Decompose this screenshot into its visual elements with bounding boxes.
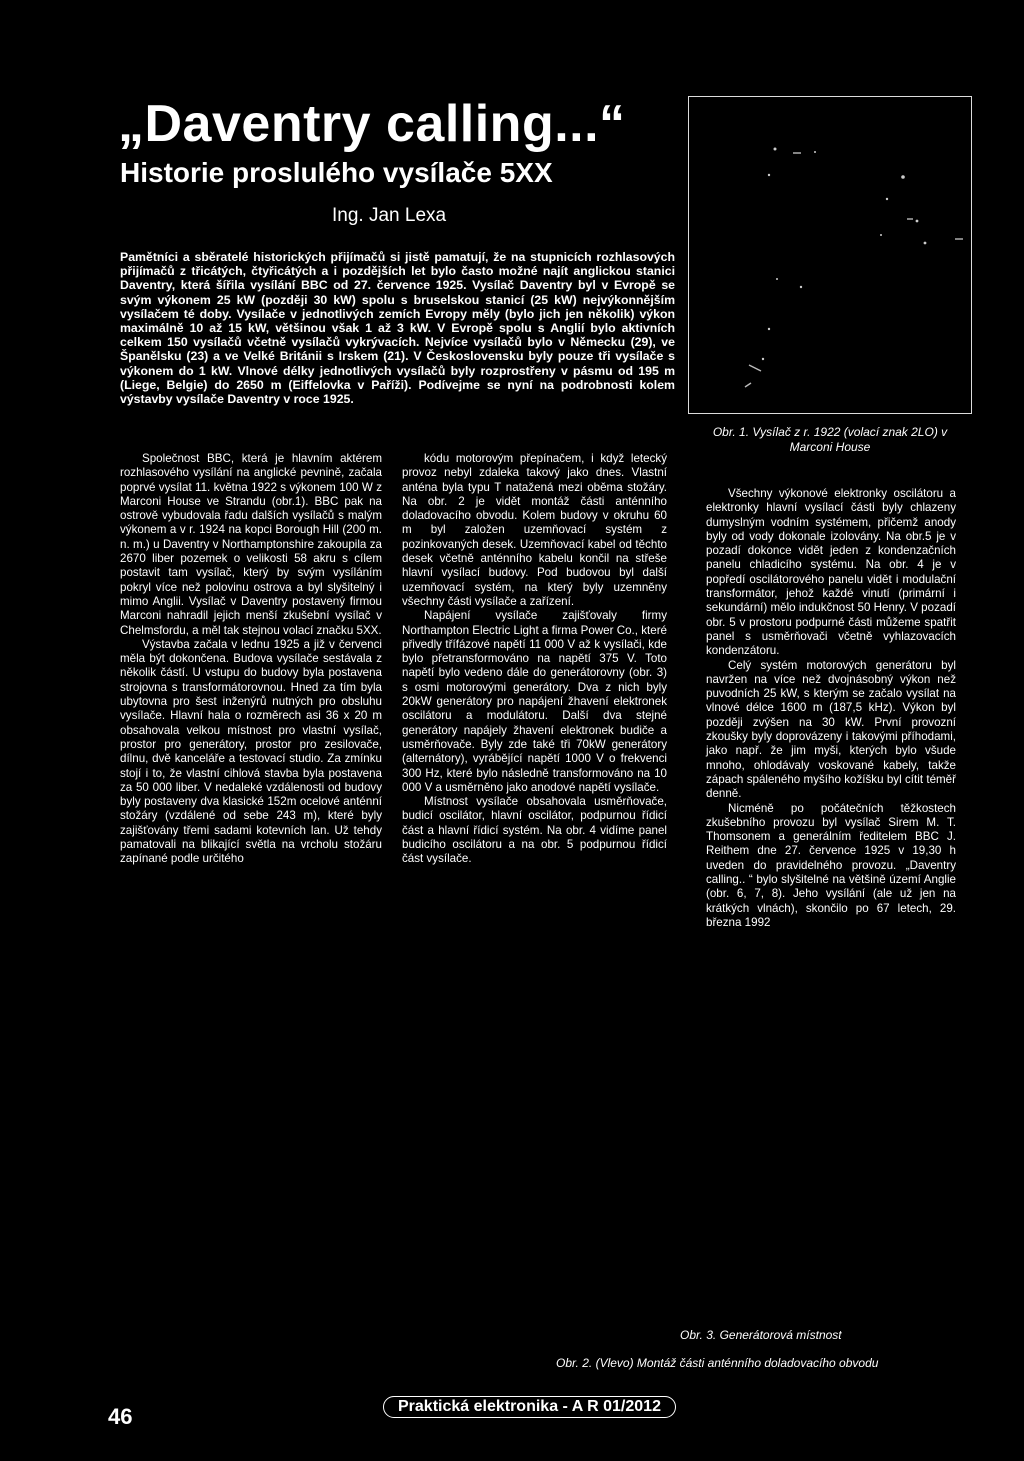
column-3-paragraph-3: Nicméně po počátečních těžkostech zkušebního provozu byl vysílač Sirem M. T. Thomsonem a generálním ředitelem BBC J. Reithem dne 27. července 1925 v 19,30 h uveden do pravidelného provozu. „Daventry calling.. “ bylo slyšitelné na většině území Anglie (obr. 6, 7, 8). Jeho vysílání (ale už jen na krátkých vlnách), skončilo po 67 letech, 29. března 1992: [706, 801, 956, 929]
column-3: [706, 487, 956, 930]
column-1-paragraph-1: Společnost BBC, která je hlavním aktérem rozhlasového vysílání na anglické pevnině, začala poprvé vysílat 11. května 1922 s výkonem 100 W z Marconi House ve Strandu (obr.1). BBC pak na ostrově vybudovala řadu dalších vysílačů s malým výkonem a v r. 1924 na kopci Borough Hill (200 m. n. m.) u Daventry v Northamptonshire zakoupila za 2670 liber pozemek o velikosti 58 akru s cílem postavit tam vysílač, který by svým vysíláním pokryl více než polovinu ostrova a byl slyšitelný i mimo Anglii. Vysílač v Daventry postavený firmou Marconi nahradil jejich menší zkušební vysílač v Chelmsfordu, a měl tak stejnou volací značku 5XX.: [120, 452, 382, 637]
figure-3-caption: Obr. 3. Generátorová místnost: [680, 1328, 842, 1342]
page-number: 46: [108, 1404, 133, 1429]
column-2: [402, 452, 667, 867]
author: Ing. Jan Lexa: [332, 205, 447, 226]
column-2-paragraph-2: Napájení vysílače zajišťovaly firmy Northampton Electric Light a firma Power Co., které přivedly třífázové napětí 11 000 V až k vysílači, kde bylo přetransformováno na napětí 375 V. Toto napětí bylo vedeno dále do generátorovny (obr. 3) s osmi motorovými generátory. Dva z nich byly 20kW generátory pro napájení žhavení elektronek oscilátoru a modulátoru. Další dva stejné generátory napájely žhavení elektronek budiče a usměrňovače. Byly zde také tři 70kW generátory (alternátory), vyrábějící napětí 1000 V o frekvenci 300 Hz, které bylo následně transformováno na 10 000 V a usměrněno jako anodové napětí vysílače.: [402, 609, 667, 794]
column-3-paragraph-1: Všechny výkonové elektronky oscilátoru a elektronky hlavní vysílací části byly chlazeny dumyslným vodním systémem, přičemž anody byly od vody dokonale izolovány. Na obr.5 je v pozadí dokonce vidět jeden z kondenzačních panelu chladicího systému. Na obr. 4 je v popředí oscilátorového panelu vidět i modulační transformátor, jehož každé vinutí (primární i sekundární) mělo indukčnost 50 Henry. V pozadí obr. 5 v prostoru podpurné části můžeme spatřit panel s usměrňovači včetně vyhlazovacích kondenzátoru.: [706, 487, 956, 658]
article-title: „Daventry calling...“: [118, 95, 626, 153]
figure-1-caption: Obr. 1. Vysílač z r. 1922 (volací znak 2LO) v Marconi House: [712, 425, 948, 454]
magazine-name: Praktická elektronika - A R 01/2012: [383, 1396, 676, 1418]
intro-paragraph: Pamětníci a sběratelé historických přijímačů si jistě pamatují, že na stupnicích rozhlasových přijímačů z třicátých, čtyřicátých a i pozdějších let bylo často možné najít anglickou stanici Daventry, která šířila vysílání BBC od 27. července 1925. Vysílač Daventry byl v Evropě se svým výkonem 25 kW (později 30 kW) spolu s bruselskou stanicí (25 kW) nejvýkonnějším vysílačem té doby. Vysílače v jednotlivých zemích Evropy měly (bylo jich jen několik) výkon maximálně 10 až 15 kW, většinou však 1 až 3 kW. V Evropě spolu s Anglií bylo aktivních celkem 150 vysílačů včetně vysílačů vykrývacích. Nejvíce vysílačů bylo v Německu (29), ve Španělsku (23) a ve Velké Británii s Irskem (21). V Československu byly pouze tři vysílače s výkonem do 1 kW. Vlnové délky jednotlivých vysílačů byly rozprostřeny v pásmu od 195 m (Liege, Belgie) do 2650 m (Eiffelovka v Paříži). Podívejme se nyní na podrobnosti kolem výstavby vysílače Daventry v roce 1925.: [120, 250, 675, 407]
column-1: [120, 452, 382, 867]
figures-2-3-image: [120, 1078, 966, 1348]
column-2-paragraph-3: Místnost vysílače obsahovala usměrňovače, budicí oscilátor, hlavní oscilátor, podpurnou řídicí část a hlavní řídicí systém. Na obr. 4 vidíme panel budicího oscilátoru a na obr. 5 podpurnou řídicí část vysílače.: [402, 795, 667, 866]
figure-1-image: [689, 97, 971, 413]
column-3-paragraph-2: Celý systém motorových generátoru byl navržen na více než dvojnásobný výkon než puvodních 25 kW, s kterým se začalo vysílat na vlnové délce 1600 m (187,5 kHz). Výkon byl později zvýšen na 30 kW. První provozní zkoušky byly doprovázeny i takovými příhodami, jako např. že jim myši, kterých bylo všude mnoho, ohlodávaly voskované kabely, takže zápach spáleného myšího kožíšku byl cítit téměř denně.: [706, 658, 956, 801]
figure-2-caption: Obr. 2. (Vlevo) Montáž části anténního doladovacího obvodu: [556, 1356, 879, 1370]
article-subtitle: Historie proslulého vysílače 5XX: [120, 157, 553, 188]
column-1-paragraph-2: Výstavba začala v lednu 1925 a již v červenci měla být dokončena. Budova vysílače sestávala z několik částí. U vstupu do budovy byla postavena strojovna s transformátorovnou. Hned za tím byla ubytovna pro šest inženýrů nutných pro obsluhu vysílače. Hlavní hala o rozměrech asi 36 x 20 m obsahovala velkou místnost pro vlastní vysílač, prostor pro generátory, prostor pro zesilovače, dílnu, dvě kanceláře a testovací studio. Za zmínku stojí i to, že vlastní cihlová stavba byla postavena za 50 000 liber. V nedaleké vzdálenosti od budovy byly postaveny dva klasické 152m ocelové anténní stožáry (vzdálené od sebe 243 m), které byly zajišťovány třemi sadami kotevních lan. Už tehdy pamatovali na blikající světla na vrcholu stožáru zapínané podle určitého: [120, 637, 382, 866]
figure-1-photo: [688, 96, 972, 414]
column-2-paragraph-1: kódu motorovým přepínačem, i když letecký provoz nebyl zdaleka takový jako dnes. Vlastní anténa byla typu T natažená mezi oběma stožáry. Na obr. 2 je vidět montáž části anténního doladovacího obvodu. Kolem budovy v okruhu 60 m byl založen uzemňovací systém z pozinkovaných desek. Uzemňovací kabel od těchto desek včetně anténního kabelu končil na střeše hlavní vysílací budovy. Pod budovou byl další uzemňovací systém, na který byly uzemněny všechny části vysílače a zařízení.: [402, 452, 667, 608]
